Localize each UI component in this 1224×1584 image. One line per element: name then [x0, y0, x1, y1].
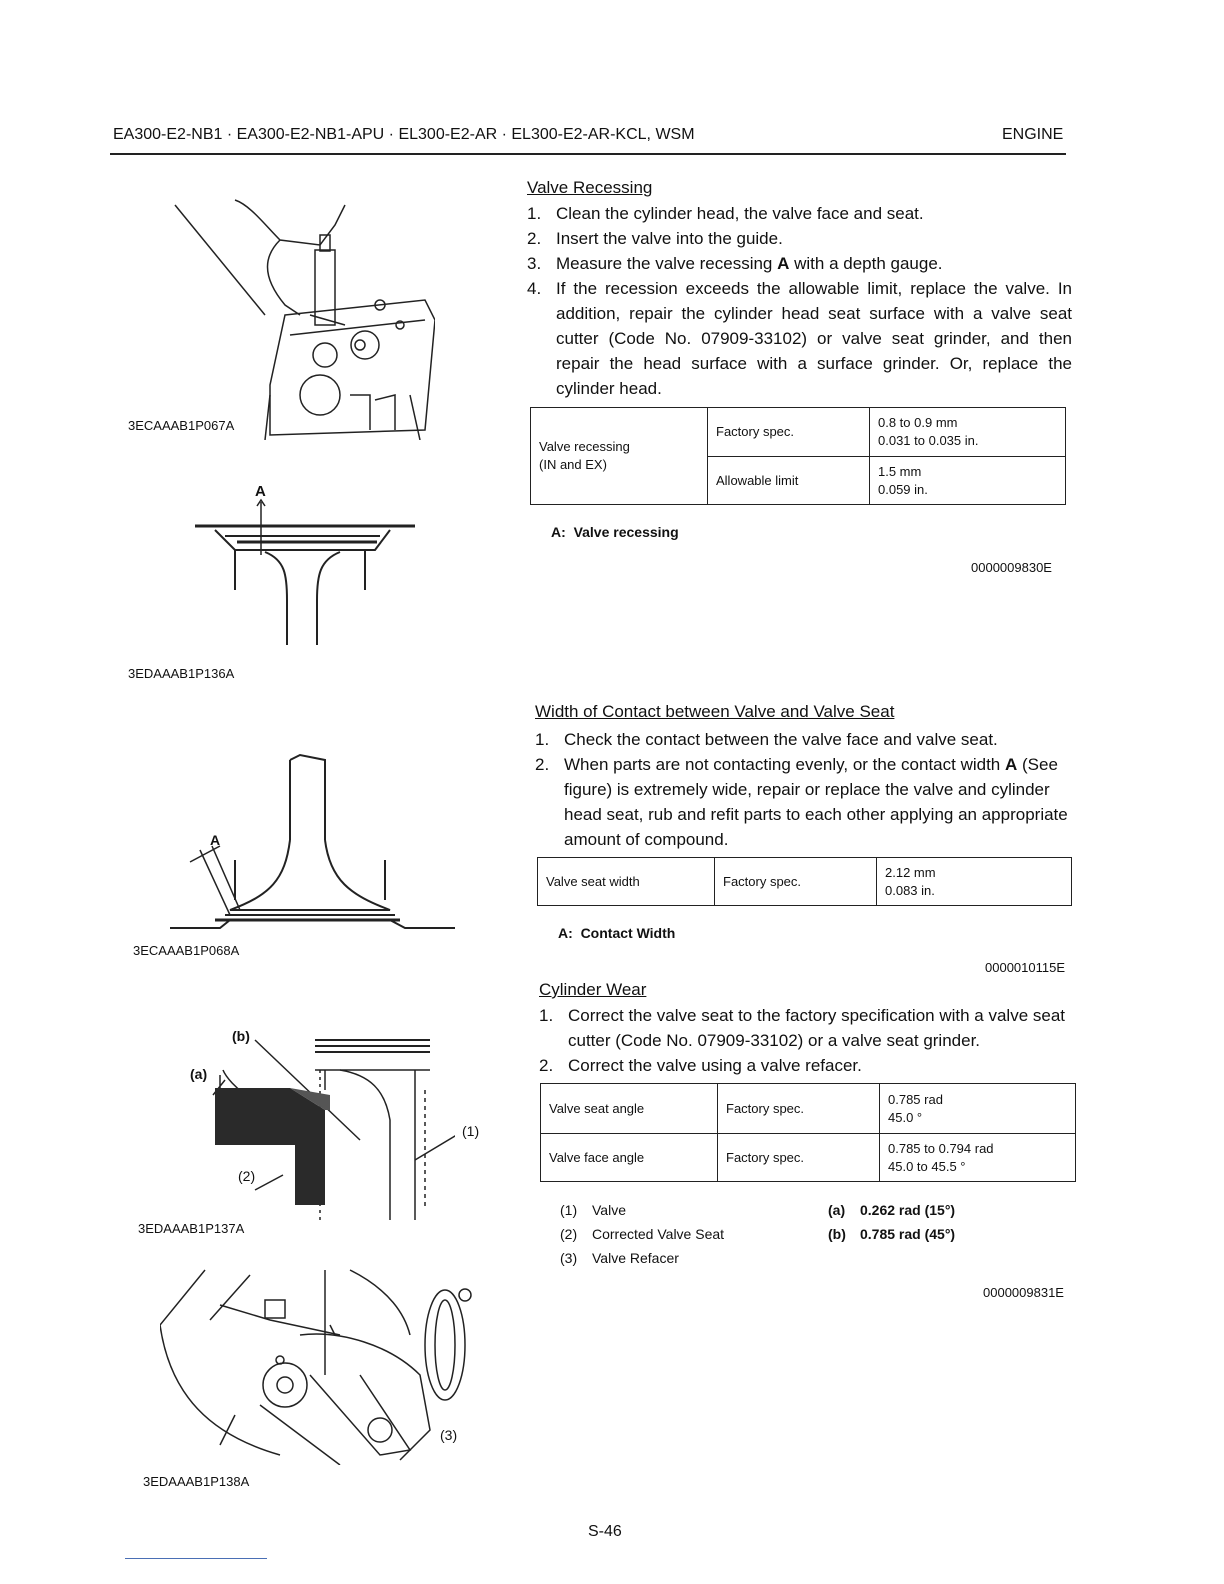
callout-3: (3) [440, 1427, 458, 1443]
figure-legend [560, 1198, 724, 1270]
step-item: 1. Correct the valve seat to the factory specification with a valve seat cutter (Code No. 07909-33102) or a valve seat grinder. [539, 1006, 1066, 1050]
valve-refacer-illustration [160, 1265, 475, 1465]
section-title: Cylinder Wear [539, 980, 647, 999]
footer-divider [125, 1558, 267, 1559]
spec-item: Valve seat angle [541, 1084, 718, 1134]
legend-item: (2) Corrected Valve Seat [560, 1226, 725, 1242]
spec-label: Factory spec. [718, 1084, 880, 1134]
valve-recessing-diagram [195, 480, 420, 650]
spec-value: 1.5 mm 0.059 in. [870, 457, 1066, 505]
figure-caption: 3ECAAAB1P067A [128, 418, 235, 433]
header-section: ENGINE [1002, 126, 1064, 143]
spec-table [540, 1083, 1076, 1182]
step-item: 1. Check the contact between the valve face and valve seat. [535, 730, 998, 749]
dimension-label-a: A [210, 832, 221, 848]
angle-label-a: (a) [190, 1066, 208, 1082]
angle-label-b: (b) [232, 1028, 250, 1044]
step-list [539, 1003, 1084, 1078]
figure-caption: 3ECAAAB1P068A [133, 943, 240, 958]
document-code: 0000009830E [971, 560, 1052, 575]
legend-item: (3) Valve Refacer [560, 1250, 679, 1266]
valve-seat-angle-diagram [195, 1030, 455, 1225]
legend-item: (b) 0.785 rad (45°) [828, 1226, 956, 1242]
spec-item: Valve recessing (IN and EX) [531, 408, 708, 505]
spec-item: Valve face angle [541, 1134, 718, 1182]
step-list [527, 201, 1072, 401]
header-title: EA300-E2-NB1 · EA300-E2-NB1-APU · EL300-E2-AR · EL300-E2-AR-KCL, WSM [113, 126, 695, 143]
figure-caption: 3EDAAAB1P138A [143, 1474, 250, 1489]
step-list [535, 727, 1080, 852]
step-item: 2. Insert the valve into the guide. [527, 229, 783, 248]
spec-value: 0.8 to 0.9 mm 0.031 to 0.035 in. [870, 408, 1066, 457]
spec-value: 0.785 rad 45.0 ° [880, 1084, 1076, 1134]
step-item: 2. When parts are not contacting evenly, or the contact width A (See figure) is extremely wide, repair or replace the valve and cylinder head seat, rub and refit parts to each other applying an appropriate amount of compound. [535, 755, 1068, 849]
figure-caption: 3EDAAAB1P137A [138, 1221, 245, 1236]
document-code: 0000010115E [985, 960, 1066, 975]
step-item: 4. If the recession exceeds the allowable limit, replace the valve. In addition, repair the cylinder head seat surface with a valve seat cutter (Code No. 07909-33102) or valve seat grinder, and then repair the head surface with a surface grinder. Or, replace the cylinder head. [527, 279, 1072, 398]
spec-item: Valve seat width [538, 858, 715, 906]
document-code: 0000009831E [983, 1285, 1064, 1300]
step-item: 2. Correct the valve using a valve refacer. [539, 1056, 862, 1075]
callout-1: (1) [462, 1123, 480, 1139]
figure-legend [828, 1198, 955, 1246]
figure-note: A: Contact Width [558, 925, 676, 941]
step-item: 1. Clean the cylinder head, the valve face and seat. [527, 204, 924, 223]
spec-table [537, 857, 1072, 906]
callout-2: (2) [238, 1168, 256, 1184]
section-title: Valve Recessing [527, 178, 653, 197]
spec-label: Factory spec. [715, 858, 877, 906]
spec-label: Allowable limit [708, 457, 870, 505]
spec-label: Factory spec. [708, 408, 870, 457]
spec-value: 0.785 to 0.794 rad 45.0 to 45.5 ° [880, 1134, 1076, 1182]
step-item: 3. Measure the valve recessing A with a depth gauge. [527, 254, 943, 273]
figure-caption: 3EDAAAB1P136A [128, 666, 235, 681]
spec-value: 2.12 mm 0.083 in. [877, 858, 1072, 906]
legend-item: (1) Valve [560, 1202, 626, 1218]
header-rule [110, 153, 1066, 155]
spec-table [530, 407, 1066, 505]
spec-label: Factory spec. [718, 1134, 880, 1182]
dimension-label-a: A [255, 483, 266, 500]
section-title: Width of Contact between Valve and Valve Seat [535, 702, 895, 721]
page-number: S-46 [588, 1523, 622, 1540]
figure-note: A: Valve recessing [551, 524, 679, 540]
depth-gauge-illustration [170, 195, 435, 440]
legend-item: (a) 0.262 rad (15°) [828, 1202, 956, 1218]
